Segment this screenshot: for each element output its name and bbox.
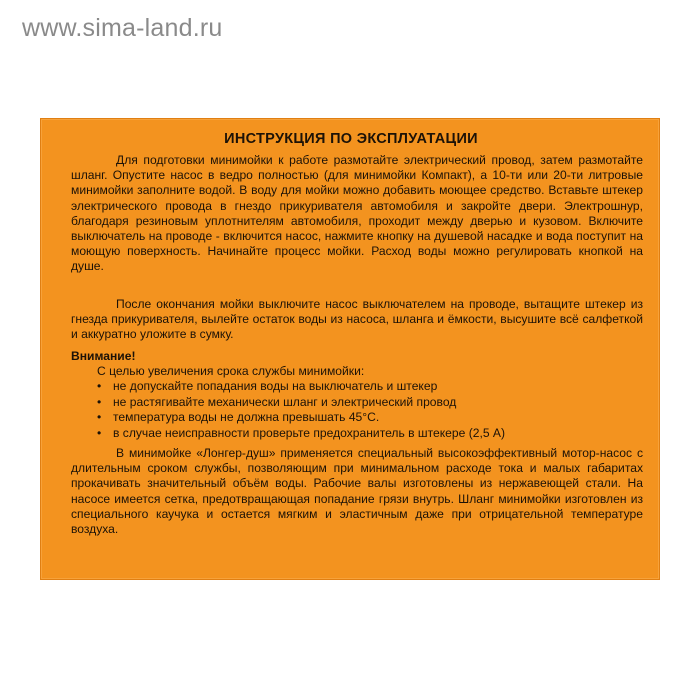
- warning-item: • не растягивайте механически шланг и электрический провод: [97, 395, 505, 411]
- warning-item: • в случае неисправности проверьте предохранитель в штекере (2,5 А): [97, 426, 505, 442]
- warning-intro: С целью увеличения срока службы минимойки:: [97, 364, 365, 378]
- instruction-title: ИНСТРУКЦИЯ ПО ЭКСПЛУАТАЦИИ: [224, 131, 478, 147]
- warning-list: [97, 379, 505, 442]
- instruction-card: [40, 118, 660, 580]
- site-watermark: www.sima-land.ru: [22, 14, 223, 42]
- instruction-paragraph-after-wash: После окончания мойки выключите насос выключателем на проводе, вытащите штекер из гнезда прикуривателя, вылейте остаток воды из насоса, шланга и ёмкости, высушите всё салфеткой и аккуратно уложите в сумку.: [71, 297, 643, 342]
- instruction-paragraph-preparation: Для подготовки минимойки к работе размотайте электрический провод, затем размотайте шланг. Опустите насос в ведро полностью (для минимойки Компакт), а 10-ти или 20-ти литровые минимойки заполните водой. В воду для мойки можно добавить моющее средство. Вставьте штекер электрического провода в гнездо прикуривателя автомобиля и закройте двери. Электрошнур, благодаря резиновым уплотнителям автомобиля, проходит между дверью и кузовом. Включите выключатель на проводе - включится насос, нажмите кнопку на душевой насадке и вода поступит на моющую поверхность. Начинайте процесс мойки. Расход воды можно регулировать кнопкой на душе.: [71, 153, 643, 274]
- warning-title: Внимание!: [71, 349, 136, 363]
- warning-item: • температура воды не должна превышать 45°С.: [97, 410, 505, 426]
- warning-item: • не допускайте попадания воды на выключатель и штекер: [97, 379, 505, 395]
- instruction-paragraph-pump-description: В минимойке «Лонгер-душ» применяется специальный высокоэффективный мотор-насос с длительным сроком службы, позволяющим при минимальном расходе тока и малых габаритах прокачивать значительный объём воды. Рабочие валы изготовлены из нержавеющей стали. На насосе имеется сетка, предотвращающая попадание грязи внутрь. Шланг минимойки изготовлен из специального каучука и остается мягким и эластичным даже при отрицательной температуре воздуха.: [71, 446, 643, 537]
